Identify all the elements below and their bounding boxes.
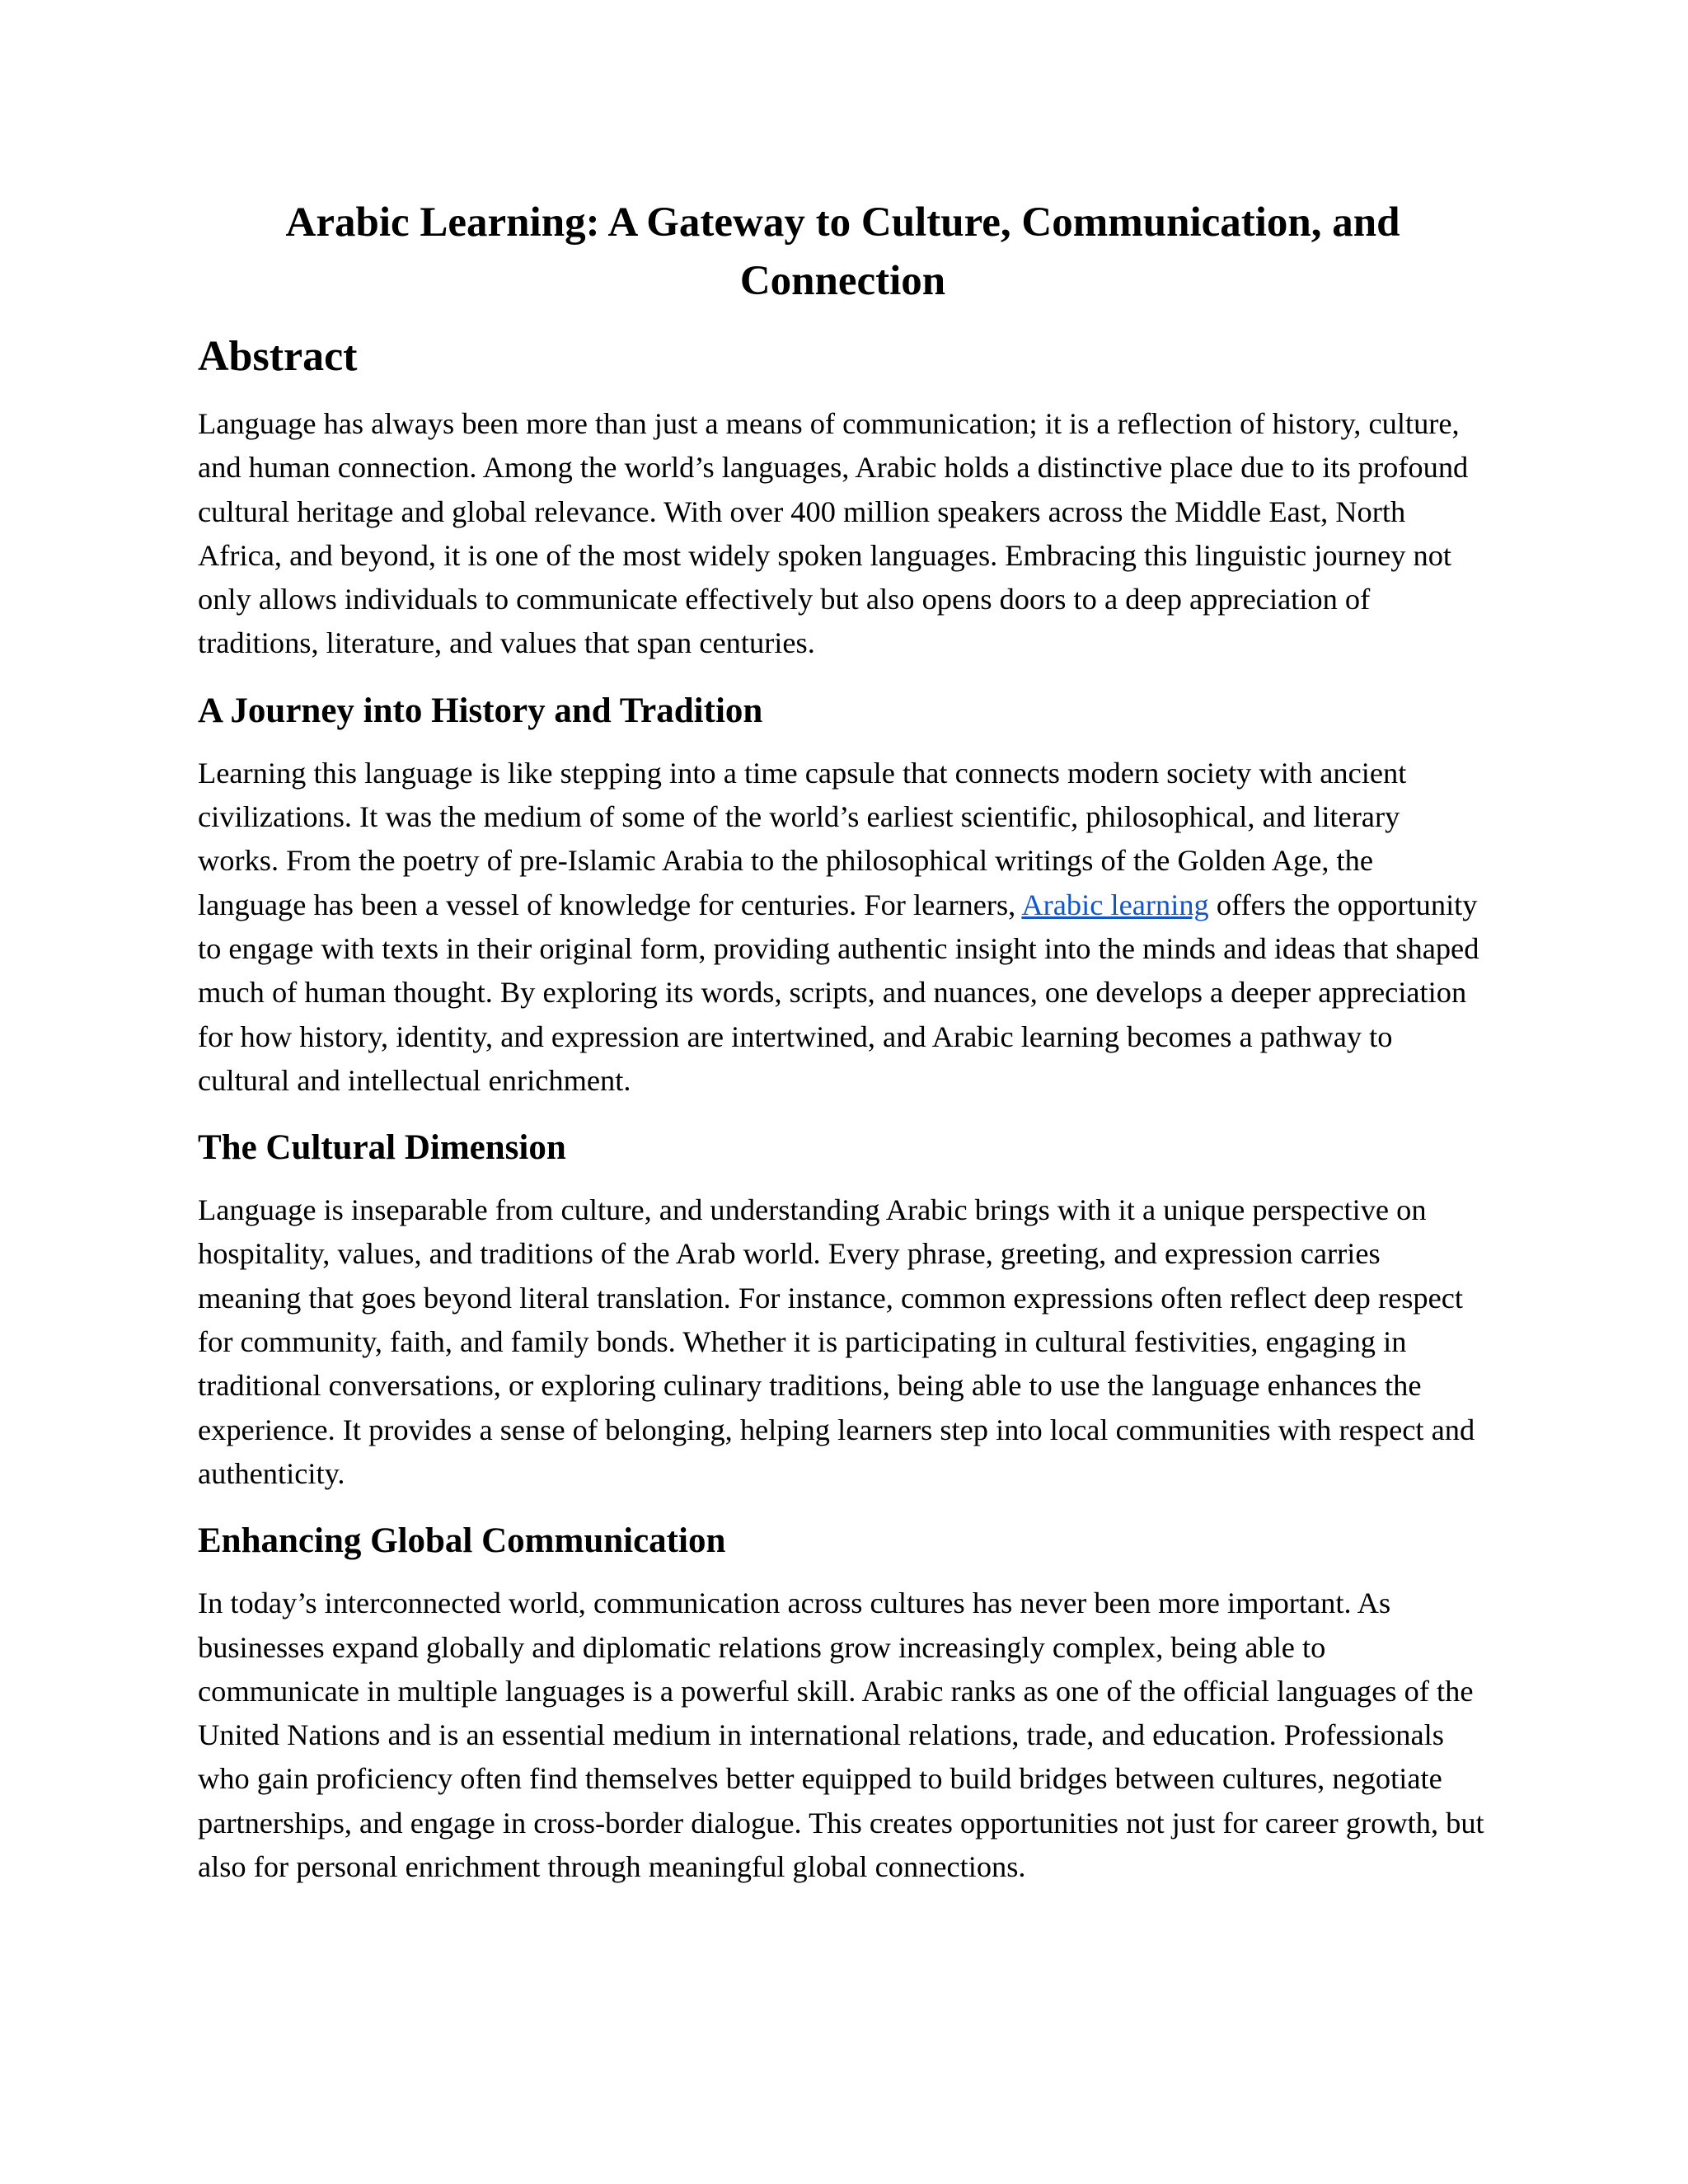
section-heading-cultural: The Cultural Dimension [198, 1128, 566, 1168]
section-heading-history: A Journey into History and Tradition [198, 691, 763, 730]
paragraph-history-text-end: offers the opportunity to engage with texts in their original form, providing authentic insight into the minds and ideas that shaped much of human thought. By exploring its words, scripts, and nuances, one develops a deeper appreciation for how history, identity, and expression are intertwined, and Arabic learning becomes a pathway to cultural and intellectual enrichment. [198, 888, 1479, 1097]
paragraph-history [198, 752, 1488, 1103]
section-heading-global: Enhancing Global Communication [198, 1521, 726, 1561]
document-title: Arabic Learning: A Gateway to Culture, Communication, and Connection [285, 199, 1400, 304]
paragraph-abstract: Language has always been more than just a means of communication; it is a reflection of history, culture, and human connection. Among the world’s languages, Arabic holds a distinctive place due to its profound cultural heritage and global relevance. With over 400 million speakers across the Middle East, North Africa, and beyond, it is one of the most widely spoken languages. Embracing this linguistic journey not only allows individuals to communicate effectively but also opens doors to a deep appreciation of traditions, literature, and values that span centuries. [198, 407, 1469, 660]
arabic-learning-link[interactable]: Arabic learning [1021, 888, 1209, 921]
paragraph-history-text-start: Learning this language is like stepping into a time capsule that connects modern society with ancient civilizations. It was the medium of some of the world’s earliest scientific, philosophical, and literary works. From the poetry of pre-Islamic Arabia to the philosophical writings of the Golden Age, the language has been a vessel of knowledge for centuries. For learners, [198, 756, 1407, 921]
paragraph-global: In today’s interconnected world, communication across cultures has never been more important. As businesses expand globally and diplomatic relations grow increasingly complex, being able to communicate in multiple languages is a powerful skill. Arabic ranks as one of the official languages of the United Nations and is an essential medium in international relations, trade, and education. Professionals who gain proficiency often find themselves better equipped to build bridges between cultures, negotiate partnerships, and engage in cross-border dialogue. This creates opportunities not just for career growth, but also for personal enrichment through meaningful global connections. [198, 1586, 1484, 1884]
paragraph-cultural: Language is inseparable from culture, and understanding Arabic brings with it a unique perspective on hospitality, values, and traditions of the Arab world. Every phrase, greeting, and expression carries meaning that goes beyond literal translation. For instance, common expressions often reflect deep respect for community, faith, and family bonds. Whether it is participating in cultural festivities, engaging in traditional conversations, or exploring culinary traditions, being able to use the language enhances the experience. It provides a sense of belonging, helping learners step into local communities with respect and authenticity. [198, 1193, 1475, 1490]
section-heading-abstract: Abstract [198, 333, 358, 380]
document-body [198, 194, 1488, 1889]
